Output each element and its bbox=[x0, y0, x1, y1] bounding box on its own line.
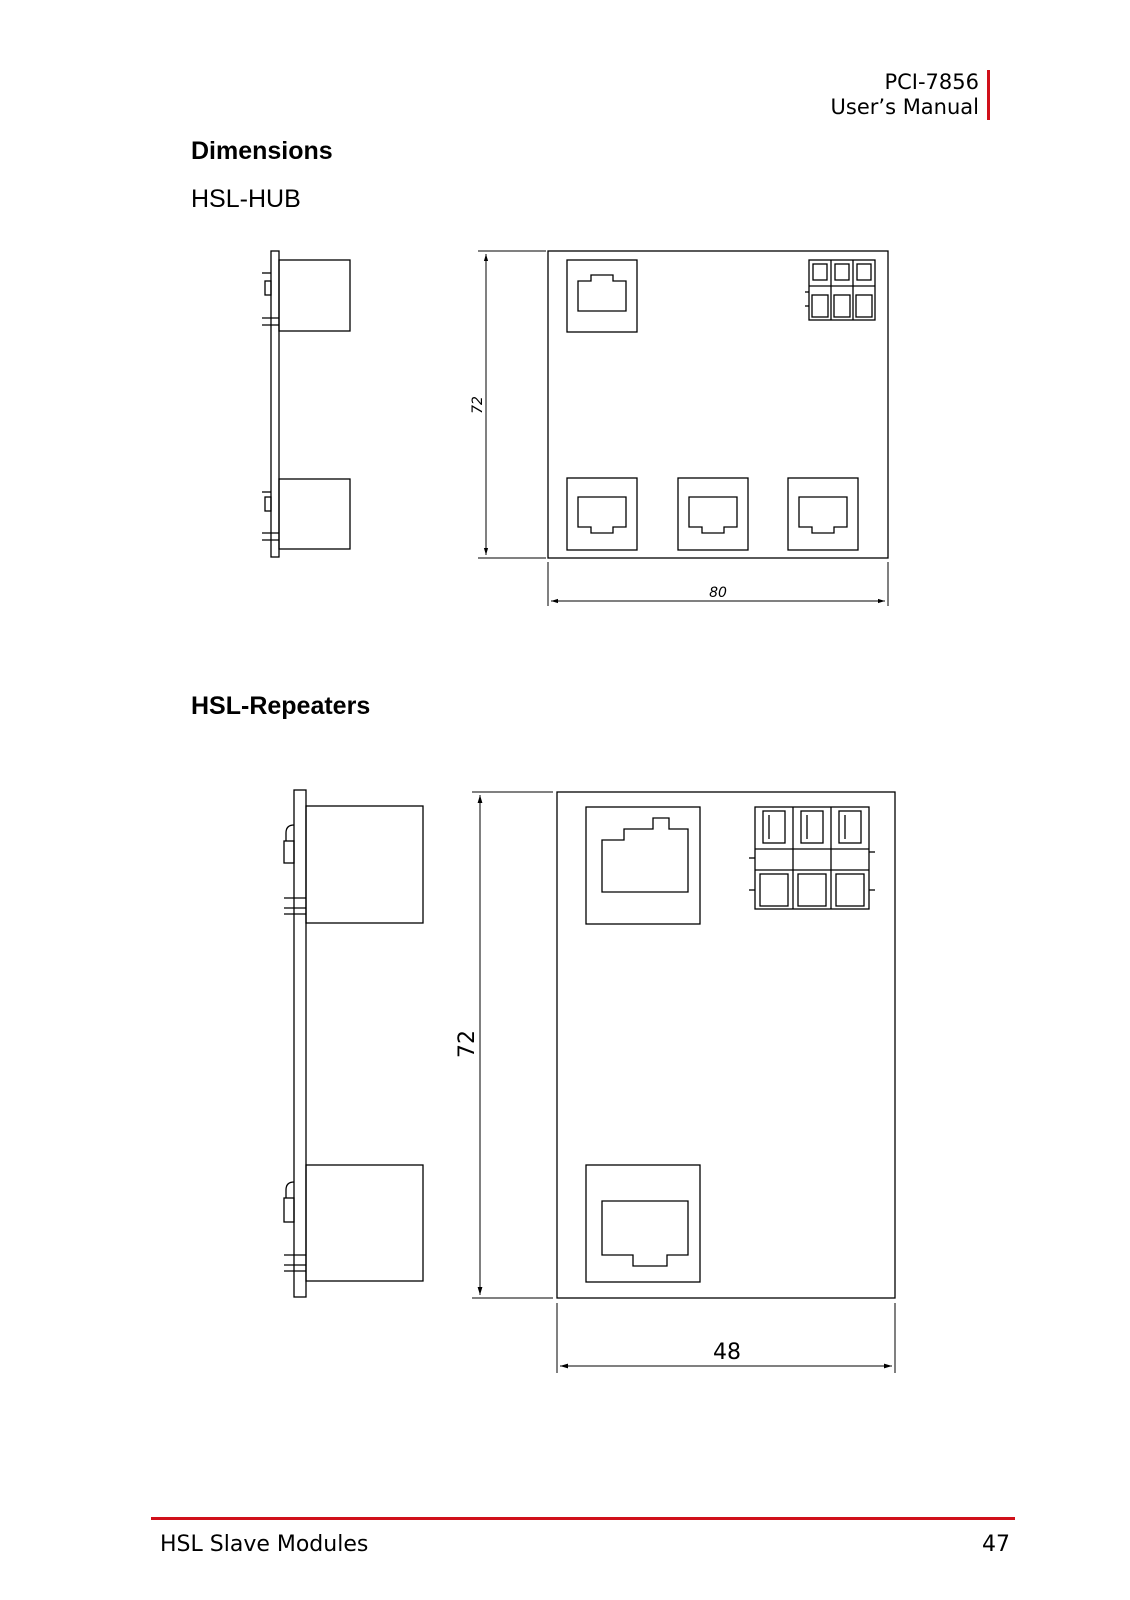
page-number: 47 bbox=[982, 1532, 1010, 1557]
header-doc-title: User’s Manual bbox=[830, 95, 979, 119]
repeater-side-view bbox=[284, 790, 423, 1297]
hub-rj45-port bbox=[567, 478, 637, 550]
hub-side-view bbox=[262, 251, 350, 557]
page-header bbox=[831, 70, 990, 120]
repeater-dimension-lines bbox=[472, 792, 895, 1373]
hub-dimension-lines bbox=[478, 251, 888, 606]
repeater-width-label: 48 bbox=[713, 1340, 741, 1365]
repeater-height-label: 72 bbox=[455, 1030, 480, 1058]
repeater-front-view bbox=[557, 792, 895, 1298]
hsl-repeaters-heading: HSL-Repeaters bbox=[191, 692, 371, 720]
hub-height-label: 72 bbox=[470, 396, 486, 414]
hub-terminal-block bbox=[805, 260, 875, 320]
hub-front-view bbox=[548, 251, 888, 558]
repeater-rj45-port-bottom bbox=[586, 1165, 700, 1282]
hub-rj45-port bbox=[678, 478, 748, 550]
footer-section-title: HSL Slave Modules bbox=[160, 1532, 369, 1557]
header-product: PCI-7856 bbox=[884, 70, 979, 94]
repeater-rj45-port-top bbox=[586, 807, 700, 924]
hub-rj45-port bbox=[788, 478, 858, 550]
dimensions-heading: Dimensions bbox=[191, 137, 333, 165]
repeater-terminal-block bbox=[749, 807, 875, 909]
footer-rule bbox=[151, 1517, 1015, 1520]
hub-width-label: 80 bbox=[709, 585, 727, 601]
hsl-hub-subtitle: HSL-HUB bbox=[191, 185, 301, 213]
